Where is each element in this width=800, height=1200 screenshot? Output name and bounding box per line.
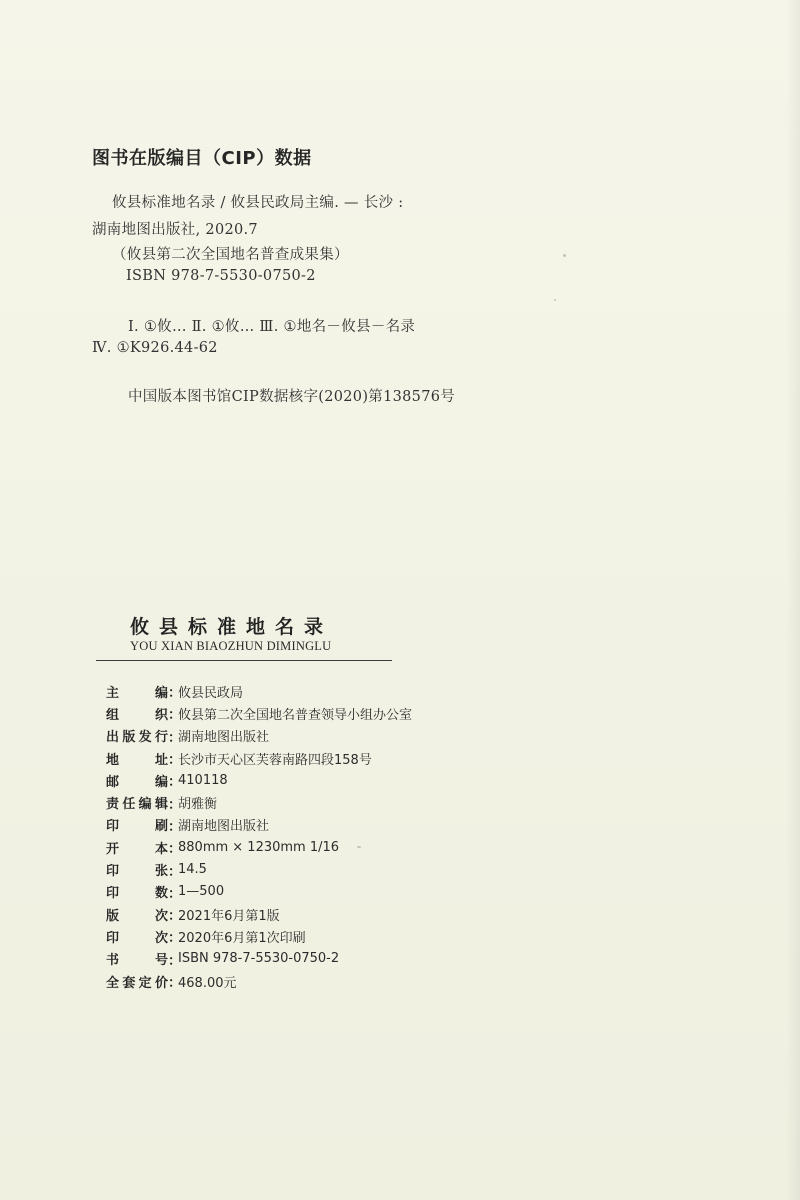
info-row-book-number (106, 948, 706, 970)
info-label: 印张 (106, 864, 168, 880)
info-separator: ： (168, 774, 182, 791)
info-label: 开本 (106, 841, 168, 857)
info-separator: ： (168, 952, 182, 969)
paper-speck (554, 299, 556, 301)
info-row-printing (106, 925, 706, 947)
info-separator: ： (168, 908, 182, 925)
info-value: 长沙市天心区芙蓉南路四段158号 (178, 752, 372, 768)
publication-info-list (106, 680, 706, 992)
info-row-price (106, 970, 706, 992)
info-separator: ： (168, 863, 182, 880)
info-value: 攸县第二次全国地名普查领导小组办公室 (178, 707, 413, 723)
info-separator: ： (168, 975, 182, 991)
info-value: 410118 (178, 772, 228, 788)
info-separator: ： (168, 818, 182, 835)
info-value: 攸县民政局 (178, 685, 244, 701)
info-row-editor (106, 680, 706, 702)
cip-line-classification: Ⅳ. ①K926.44-62 (92, 340, 218, 356)
info-row-responsible-editor (106, 791, 706, 813)
cip-line-subject-1: Ⅰ. ①攸… Ⅱ. ①攸… Ⅲ. ①地名－攸县－名录 (128, 319, 416, 335)
info-value: 湖南地图出版社 (178, 819, 270, 835)
info-label: 邮编 (106, 774, 168, 790)
info-value: 胡雅衡 (178, 797, 218, 813)
info-label: 责任编辑 (106, 797, 168, 813)
cip-line-cip-number: 中国版本图书馆CIP数据核字(2020)第138576号 (128, 389, 456, 405)
info-label: 印数 (106, 886, 168, 902)
book-title: 攸县标准地名录 (130, 616, 334, 638)
info-value: 2020年6月第1次印刷 (178, 930, 306, 946)
info-value: 468.00元 (178, 975, 237, 991)
info-label: 主编 (106, 685, 168, 701)
info-separator: ： (168, 685, 182, 702)
page-edge-shadow (786, 0, 800, 1200)
info-label: 印次 (106, 930, 168, 946)
info-row-print-run (106, 881, 706, 903)
info-label: 印刷 (106, 819, 168, 835)
info-separator: ： (168, 729, 182, 746)
info-label: 版次 (106, 908, 168, 924)
info-row-edition (106, 903, 706, 925)
info-value: 湖南地图出版社 (178, 730, 270, 746)
info-row-sheets (106, 858, 706, 880)
info-row-postcode (106, 769, 706, 791)
info-separator: ： (168, 930, 182, 947)
info-value: 2021年6月第1版 (178, 908, 280, 924)
info-value: ISBN 978-7-5530-0750-2 (178, 951, 340, 967)
info-label: 组织 (106, 707, 168, 723)
info-row-publisher (106, 725, 706, 747)
info-value: 14.5 (178, 862, 207, 878)
info-row-organizer (106, 702, 706, 724)
info-separator: ： (168, 841, 182, 858)
cip-line-title-responsibility: 攸县标准地名录 / 攸县民政局主编. — 长沙 : (112, 195, 404, 211)
cip-line-publisher: 湖南地图出版社, 2020.7 (92, 222, 258, 238)
info-value: 880mm × 1230mm 1/16 (178, 839, 340, 855)
info-separator: ： (168, 752, 182, 769)
info-label: 地址 (106, 752, 168, 768)
info-separator: ： (168, 707, 182, 724)
paper-speck (563, 254, 566, 257)
info-row-format (106, 836, 706, 858)
info-row-address (106, 747, 706, 769)
info-separator: ： (168, 885, 182, 902)
paper-speck (357, 846, 361, 848)
info-label: 出版发行 (106, 730, 168, 746)
info-separator: ： (168, 796, 182, 813)
cip-line-series: （攸县第二次全国地名普查成果集） (112, 247, 349, 263)
info-value: 1—500 (178, 884, 225, 900)
cip-line-isbn: ISBN 978-7-5530-0750-2 (126, 268, 316, 284)
cip-heading: 图书在版编目（CIP）数据 (92, 148, 312, 169)
book-subtitle-pinyin: YOU XIAN BIAOZHUN DIMINGLU (130, 639, 332, 653)
info-row-printer (106, 814, 706, 836)
info-label: 全套定价 (106, 975, 168, 991)
title-underline (96, 660, 392, 661)
info-label: 书号 (106, 953, 168, 969)
